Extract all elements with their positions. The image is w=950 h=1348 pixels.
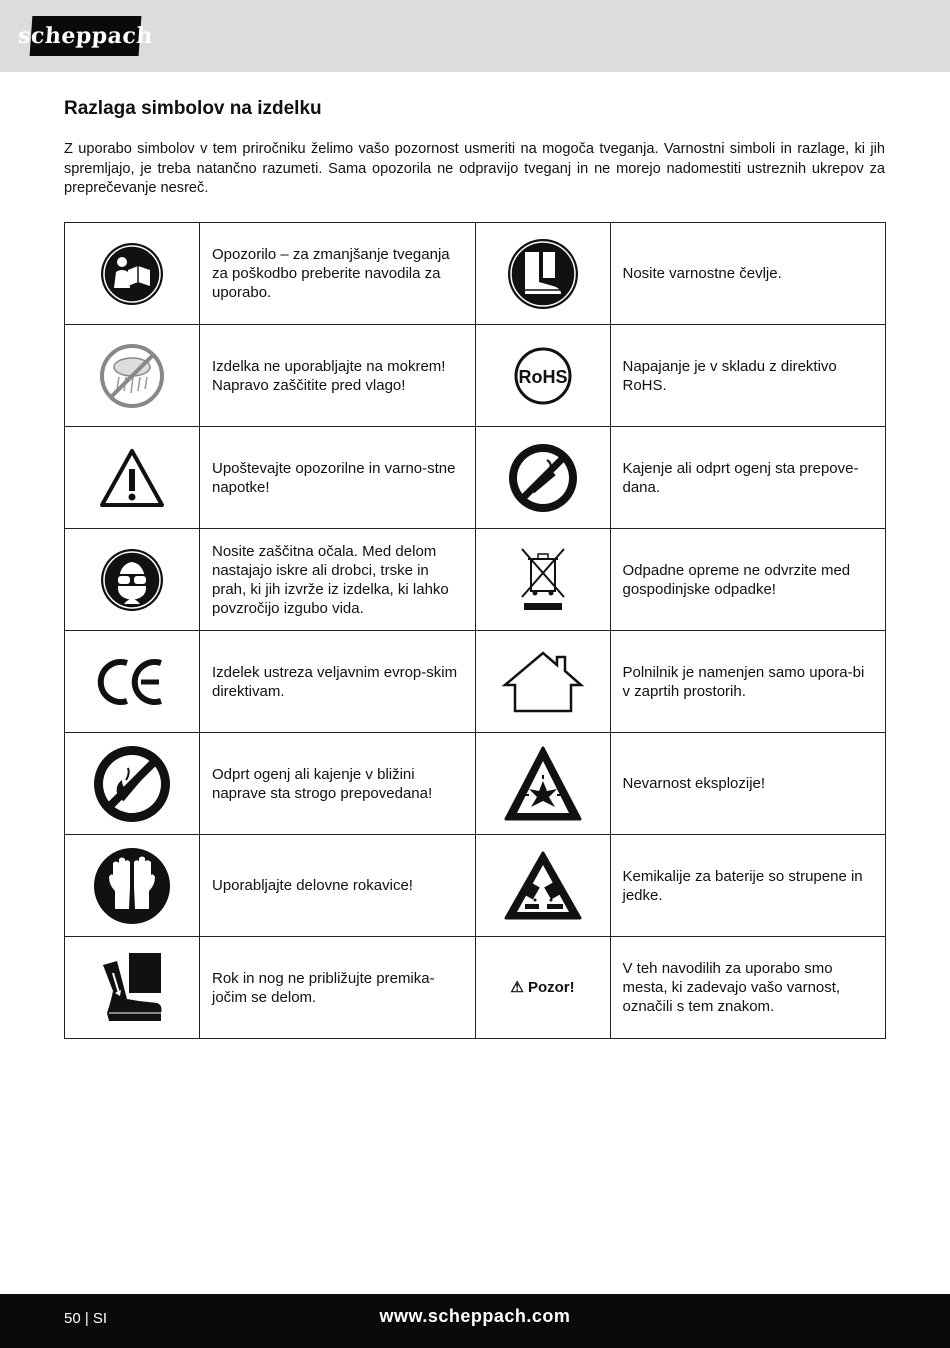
- safety-goggles-icon: [100, 548, 164, 612]
- gloves-icon: [93, 847, 171, 925]
- symbol-cell: [65, 529, 200, 631]
- explosion-hazard-icon: [503, 745, 583, 823]
- warning-triangle-icon: [98, 447, 166, 509]
- table-row: [65, 631, 886, 733]
- table-row: [65, 427, 886, 529]
- website-url: www.scheppach.com: [379, 1306, 571, 1326]
- no-open-flame-icon: [92, 744, 172, 824]
- symbol-description: Napajanje je v skladu z direktivo RoHS.: [610, 325, 886, 427]
- symbol-cell: [65, 223, 200, 325]
- svg-text:RoHS: RoHS: [518, 366, 567, 387]
- safety-boots-icon: [507, 238, 579, 310]
- table-row: [65, 733, 886, 835]
- symbol-description: Opozorilo – za zmanjšanje tveganja za poškodbo preberite navodila za uporabo.: [200, 223, 476, 325]
- symbols-table: [64, 222, 886, 1039]
- symbol-description: Nosite varnostne čevlje.: [610, 223, 886, 325]
- symbol-cell: [65, 937, 200, 1039]
- symbol-description: Upoštevajte opozorilne in varno-stne napotke!: [200, 427, 476, 529]
- symbol-cell: [65, 733, 200, 835]
- scheppach-logo: scheppach: [30, 16, 142, 56]
- symbol-description: Nosite zaščitna očala. Med delom nastajajo iskre ali drobci, trske in prah, ki jih izvrže iz izdelka, ki lahko povzročijo izgubo vida.: [200, 529, 476, 631]
- symbol-cell: [65, 631, 200, 733]
- symbol-cell: [65, 325, 200, 427]
- symbol-description: Izdelek ustreza veljavnim evrop-skim direktivam.: [200, 631, 476, 733]
- symbol-cell: [475, 835, 610, 937]
- symbol-description: Kajenje ali odprt ogenj sta prepove-dana.: [610, 427, 886, 529]
- no-rain-icon: [99, 343, 165, 409]
- symbol-cell: [475, 733, 610, 835]
- symbol-description: Rok in nog ne približujte premika-jočim se delom.: [200, 937, 476, 1039]
- symbol-cell: [475, 325, 610, 427]
- ce-mark-icon: [97, 657, 167, 707]
- symbol-description: Nevarnost eksplozije!: [610, 733, 886, 835]
- rohs-icon: [513, 346, 573, 406]
- page-title: Razlaga simbolov na izdelku: [64, 98, 322, 119]
- table-row: [65, 325, 886, 427]
- page-number: 50 | SI: [64, 1310, 108, 1327]
- weee-bin-icon: [518, 545, 568, 615]
- table-row: [65, 223, 886, 325]
- symbol-cell: [475, 529, 610, 631]
- symbol-description: Kemikalije za baterije so strupene in jedke.: [610, 835, 886, 937]
- symbol-description: Uporabljajte delovne rokavice!: [200, 835, 476, 937]
- symbol-description: Odprt ogenj ali kajenje v bližini naprave sta strogo prepovedana!: [200, 733, 476, 835]
- foot-crush-icon: [99, 951, 165, 1025]
- table-row: [65, 529, 886, 631]
- symbol-description: Odpadne opreme ne odvrzite med gospodinjske odpadke!: [610, 529, 886, 631]
- page-header: [0, 0, 950, 72]
- table-row: [65, 835, 886, 937]
- symbol-cell: [475, 937, 610, 1039]
- symbol-description: Izdelka ne uporabljajte na mokrem! Napravo zaščitite pred vlago!: [200, 325, 476, 427]
- corrosive-icon: [503, 850, 583, 922]
- symbol-cell: [475, 223, 610, 325]
- read-manual-icon: [100, 242, 164, 306]
- page-footer: [0, 1294, 950, 1348]
- no-smoking-icon: [507, 442, 579, 514]
- table-row: [65, 937, 886, 1039]
- caution-label: ⚠ Pozor!: [510, 979, 575, 996]
- indoor-house-icon: [501, 649, 585, 715]
- symbol-description: V teh navodilih za uporabo smo mesta, ki zadevajo vašo varnost, označili s tem znakom.: [610, 937, 886, 1039]
- symbol-cell: [65, 835, 200, 937]
- symbol-cell: [475, 631, 610, 733]
- symbol-cell: [475, 427, 610, 529]
- symbol-cell: [65, 427, 200, 529]
- symbol-description: Polnilnik je namenjen samo upora-bi v zaprtih prostorih.: [610, 631, 886, 733]
- intro-paragraph: Z uporabo simbolov v tem priročniku želimo vašo pozornost usmeriti na mogoča tveganja. Varnostni simboli in razlage, ki jih spremljajo, je treba natančno razumeti. Sama opozorila ne odpravijo tveganj in ne morejo nadomestiti ustreznih ukrepov za preprečevanje nesreč.: [64, 141, 885, 196]
